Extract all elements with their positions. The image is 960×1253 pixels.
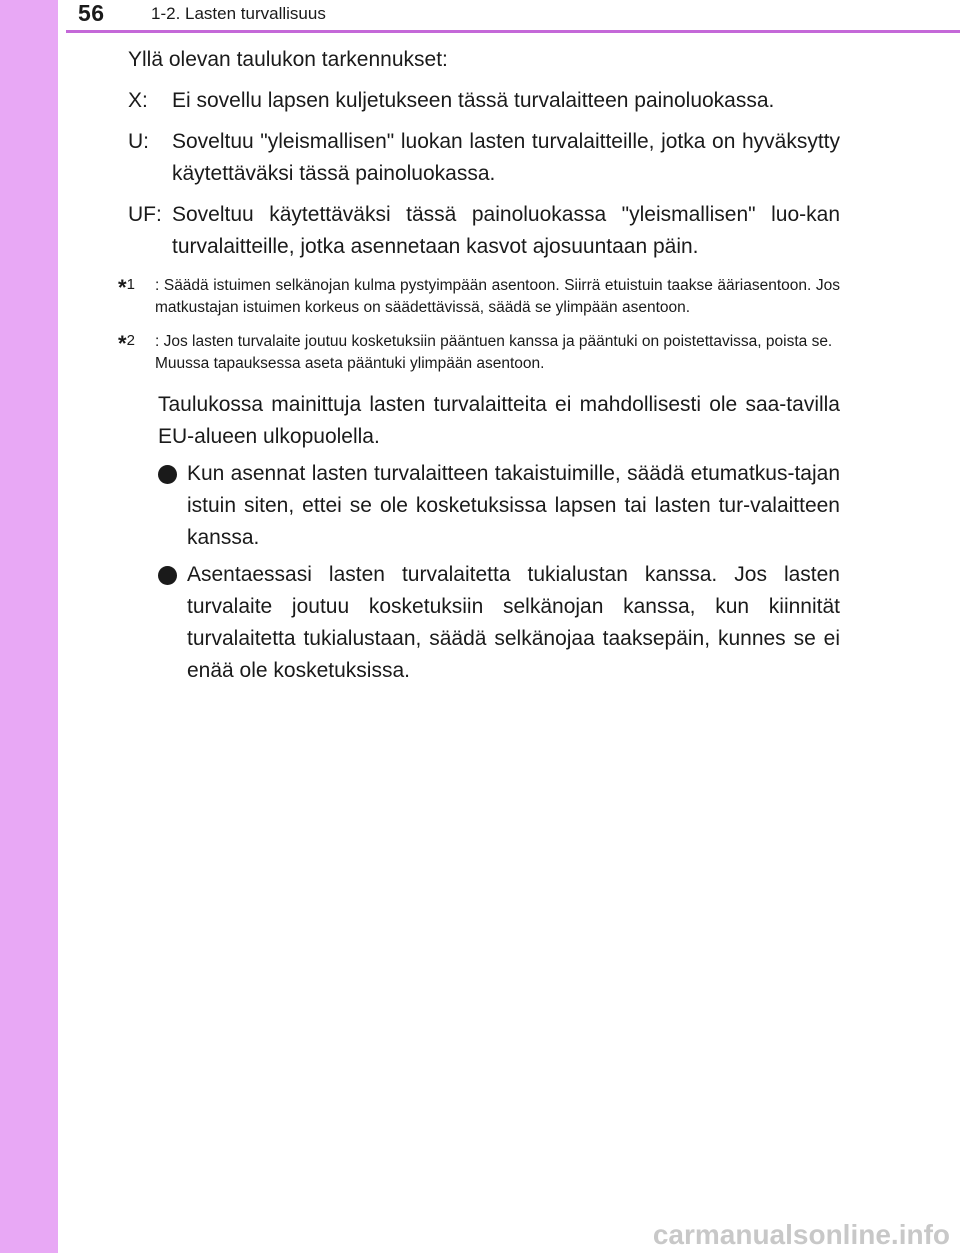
bullet-item [158, 559, 840, 687]
definition-key: UF: [128, 203, 162, 226]
bullet-text: Asentaessasi lasten turvalaitetta tukialustan kanssa. Jos lasten turvalaite joutuu kosketuksiin selkänojan kanssa, kun kiinnität turvalaitetta tukialustaan, säädä selkänojaa taaksepäin, kunnes se ei enää ole kosketuksissa. [187, 563, 840, 682]
footnote-2 [118, 331, 840, 375]
definition-text: Soveltuu käytettäväksi tässä painoluokassa "yleismallisen" luo-kan turvalaitteille, jotka asennetaan kasvot ajosuuntaan päin. [172, 203, 840, 258]
section-title: 1-2. Lasten turvallisuus [151, 4, 326, 23]
definition-uf [128, 199, 840, 263]
footnote-text-line2: Muussa tapauksessa aseta pääntuki ylimpään asentoon. [155, 355, 545, 372]
bullet-dot-icon [158, 465, 177, 484]
definition-x [128, 85, 840, 117]
definition-u [128, 126, 840, 190]
footnote-marker: *$^1$ [118, 275, 135, 300]
bullet-dot-icon [158, 566, 177, 585]
page-content [118, 44, 840, 687]
header-divider [66, 30, 960, 33]
footnote-text-line1: : Jos lasten turvalaite joutuu kosketuksiin pääntuen kanssa ja pääntuki on poistettavissa, poista se. [155, 333, 833, 350]
body-block [158, 389, 840, 687]
bullet-text: Kun asennat lasten turvalaitteen takaistuimille, säädä etumatkus-tajan istuin siten, ettei se ole kosketuksissa lapsen tai lasten tur-valaitteen kanssa. [187, 462, 840, 549]
footnote-text: : Säädä istuimen selkänojan kulma pystyimpään asentoon. Siirrä etuistuin taakse ääriasentoon. Jos matkustajan istuimen korkeus on säädettävissä, säädä se ylimpään asentoon. [155, 277, 840, 316]
side-color-strip [0, 0, 58, 1253]
availability-paragraph: Taulukossa mainittuja lasten turvalaitteita ei mahdollisesti ole saa-tavilla EU-alueen ulkopuolella. [158, 393, 840, 448]
watermark: carmanualsonline.info [652, 1219, 950, 1250]
footnote-text [155, 331, 840, 375]
intro-text: Yllä olevan taulukon tarkennukset: [128, 48, 448, 71]
definition-key: U: [128, 130, 149, 153]
footnote-1 [118, 275, 840, 319]
definition-text: Ei sovellu lapsen kuljetukseen tässä turvalaitteen painoluokassa. [172, 89, 775, 112]
definition-key: X: [128, 89, 148, 112]
page-number: 56 [78, 0, 105, 26]
definition-text: Soveltuu "yleismallisen" luokan lasten turvalaitteille, jotka on hyväksytty käytettäväksi tässä painoluokassa. [172, 130, 840, 185]
bullet-item [158, 458, 840, 554]
footnote-marker: *$^2$ [118, 331, 135, 356]
